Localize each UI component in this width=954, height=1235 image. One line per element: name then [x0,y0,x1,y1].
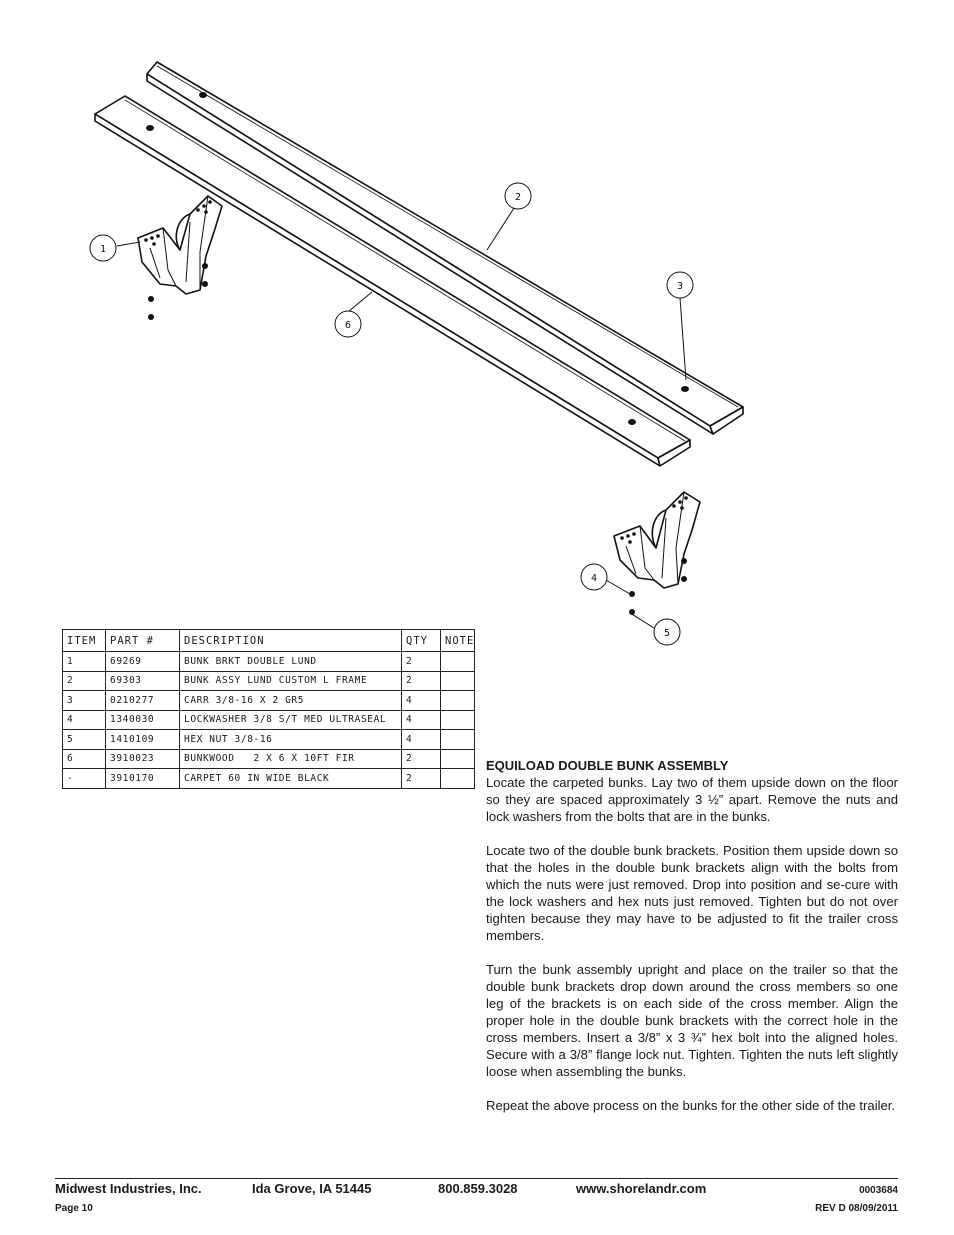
instructions-paragraph: Turn the bunk assembly upright and place on the trailer so that the double bunk brackets drop down around the cross members so one leg of the brackets is on each side of the cross member. Align the proper hole in the double bunk brackets with the correct hole in the cross members. Insert a 3/8” x 3 ¾” hex bolt into the aligned holes. Secure with a 3/8” flange lock nut. Tighten. Tighten the nuts left slightly loose when assembling the bunks. [486,962,898,1079]
cell-item: 6 [63,749,106,769]
svg-text:6: 6 [344,320,352,331]
cell-part-number: 3910170 [106,769,180,789]
instructions-paragraph: Locate two of the double bunk brackets. Position them upside down so that the holes in the double bunk brackets align with the bolts from which the nuts were just removed. Drop into position and se-cure with the lock washers and hex nuts just removed. Tighten but do not over tighten because they may have to be adjusted to fit the trailer cross members. [486,843,898,943]
bunk-board-back [147,62,743,434]
cell-item: 5 [63,730,106,750]
cell-description: HEX NUT 3/8-16 [180,730,402,750]
table-header-row [63,630,475,652]
footer-divider [55,1178,898,1179]
table-row [63,691,475,711]
svg-text:3: 3 [676,281,684,292]
cell-note [441,671,475,691]
table-row [63,652,475,672]
cell-part-number: 69269 [106,652,180,672]
svg-text:1: 1 [99,244,107,255]
cell-qty: 4 [402,710,441,730]
instructions-paragraph: Locate the carpeted bunks. Lay two of them upside down on the floor so they are spaced approximately 3 ½” apart. Remove the nuts and lock washers from the bolts that are in the bunks. [486,775,898,824]
cell-qty: 2 [402,769,441,789]
callout-5 [654,619,680,645]
assembly-instructions [486,757,898,1131]
footer-phone: 800.859.3028 [438,1181,518,1196]
cell-part-number: 0210277 [106,691,180,711]
footer-page-number: Page 10 [55,1203,93,1214]
cell-part-number: 3910023 [106,749,180,769]
cell-item: - [63,769,106,789]
svg-text:5: 5 [663,628,671,639]
footer-website: www.shorelandr.com [576,1181,707,1196]
cell-item: 2 [63,671,106,691]
cell-item: 3 [63,691,106,711]
cell-note [441,710,475,730]
cell-description: LOCKWASHER 3/8 S/T MED ULTRASEAL [180,710,402,730]
column-header-item: ITEM [63,630,106,652]
cell-description: BUNKWOOD 2 X 6 X 10FT FIR [180,749,402,769]
table-row [63,671,475,691]
cell-qty: 4 [402,691,441,711]
table-row [63,769,475,789]
cell-part-number: 69303 [106,671,180,691]
cell-qty: 2 [402,652,441,672]
cell-part-number: 1410109 [106,730,180,750]
table-row [63,749,475,769]
cell-note [441,652,475,672]
svg-text:2: 2 [514,192,522,203]
cell-description: BUNK ASSY LUND CUSTOM L FRAME [180,671,402,691]
cell-note [441,749,475,769]
callout-1 [90,235,116,261]
parts-list-table [62,629,475,789]
cell-description: CARPET 60 IN WIDE BLACK [180,769,402,789]
cell-note [441,769,475,789]
callout-6 [335,311,361,337]
instructions-title: EQUILOAD DOUBLE BUNK ASSEMBLY [486,758,729,773]
table-row [63,710,475,730]
callout-4 [581,564,607,590]
footer-city: Ida Grove, IA 51445 [252,1181,372,1196]
cell-qty: 4 [402,730,441,750]
cell-item: 4 [63,710,106,730]
footer-doc-number: 0003684 [859,1185,898,1196]
instructions-paragraph: Repeat the above process on the bunks for the other side of the trailer. [486,1098,896,1113]
bunk-bracket-right [614,492,700,588]
column-header-description: DESCRIPTION [180,630,402,652]
cell-note [441,730,475,750]
bunk-bracket-left [138,196,222,294]
column-header-qty: QTY [402,630,441,652]
cell-qty: 2 [402,749,441,769]
cell-description: BUNK BRKT DOUBLE LUND [180,652,402,672]
column-header-part-number: PART # [106,630,180,652]
callout-2 [505,183,531,209]
cell-item: 1 [63,652,106,672]
footer-company: Midwest Industries, Inc. [55,1181,202,1196]
cell-part-number: 1340030 [106,710,180,730]
table-row [63,730,475,750]
column-header-note: NOTE [441,630,475,652]
footer-revision: REV D 08/09/2011 [815,1203,898,1214]
cell-description: CARR 3/8-16 X 2 GR5 [180,691,402,711]
callout-3 [667,272,693,298]
cell-note [441,691,475,711]
cell-qty: 2 [402,671,441,691]
svg-text:4: 4 [590,573,598,584]
